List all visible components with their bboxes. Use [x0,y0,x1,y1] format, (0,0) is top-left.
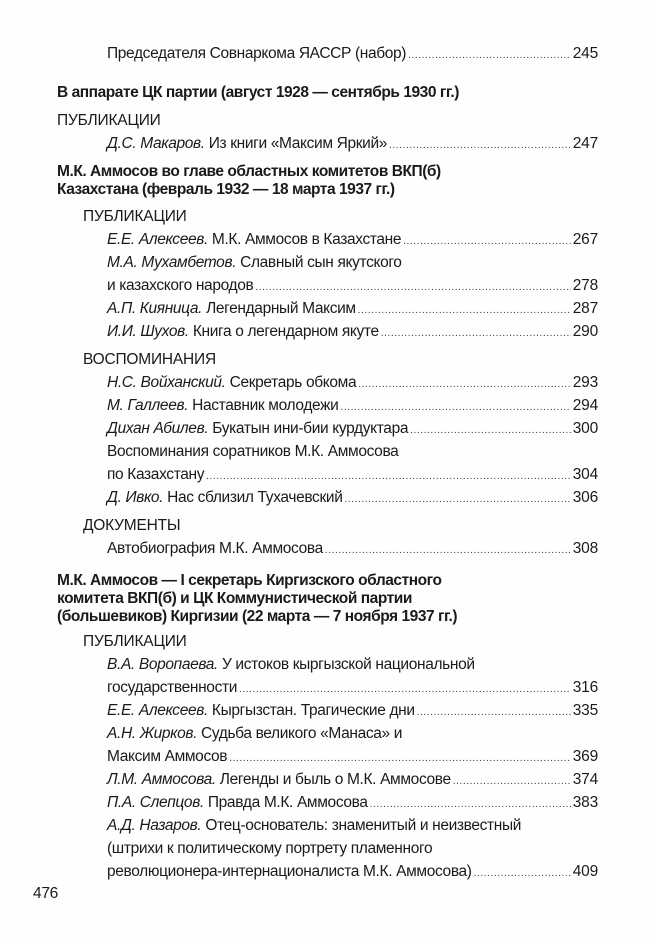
section-label: ДОКУМЕНТЫ [83,517,181,534]
entry-title: Наставник молодежи [192,397,339,414]
entry-author: А.Д. Назаров. [107,817,202,834]
entry-author: И.И. Шухов. [107,323,189,340]
heading-line: комитета ВКП(б) и ЦК Коммунистической партии [57,590,412,607]
leader-dots [340,398,570,418]
toc-entry[interactable] [107,44,598,66]
toc-entry[interactable] [107,770,598,792]
entry-author: Дихан Абилев. [107,420,209,437]
toc-entry-first-line[interactable] [107,442,398,462]
leader-dots [358,375,571,395]
entry-author: Д. Ивко. [107,489,164,506]
entry-page: 293 [572,374,598,391]
toc-entry[interactable] [107,678,598,700]
entry-title: Нас сблизил Тухачевский [167,489,343,506]
entry-title: У истоков кыргызской национальной [221,656,475,673]
toc-entry-first-line[interactable] [107,816,521,836]
entry-title: Легенды и быль о М.К. Аммосове [219,771,451,788]
entry-title: Правда М.К. Аммосова [207,794,368,811]
section-label: ВОСПОМИНАНИЯ [83,351,216,368]
toc-entry-line: (штрихи к политическому портрету пламенного [107,840,433,857]
entry-title: Воспоминания соратников М.К. Аммосова [107,443,399,460]
leader-dots [255,278,570,298]
entry-page: 290 [572,323,598,340]
entry-author: Д.С. Макаров. [107,135,205,152]
entry-author: П.А. Слепцов. [107,794,204,811]
entry-page: 304 [572,466,598,483]
toc-entry[interactable] [107,747,598,769]
leader-dots [345,490,571,510]
toc-entry[interactable] [107,134,598,156]
leader-dots [229,749,571,769]
entry-title: Автобиография М.К. Аммосова [107,540,323,557]
leader-dots [325,541,571,561]
entry-page: 374 [572,771,598,788]
entry-author: А.П. Кияница. [107,300,203,317]
entry-title: Отец-основатель: знаменитый и неизвестный [205,817,522,834]
entry-page: 300 [572,420,598,437]
leader-dots [408,46,571,66]
entry-title: Председателя Совнаркома ЯАССР (набор) [107,45,407,62]
entry-page: 369 [572,748,598,765]
entry-title: М.К. Аммосов в Казахстане [211,231,402,248]
leader-dots [381,324,571,344]
entry-title-cont: революционера-интернационалиста М.К. Аммосова) [107,863,472,880]
entry-author: Н.С. Войханский. [107,374,226,391]
entry-title: Из книги «Максим Яркий» [208,135,388,152]
entry-title: Секретарь обкома [229,374,357,391]
toc-entry[interactable] [107,419,598,441]
page-number: 476 [33,885,58,902]
leader-dots [370,795,571,815]
entry-page: 308 [572,540,598,557]
entry-author: М.А. Мухамбетов. [107,254,237,271]
toc-entry[interactable] [107,396,598,418]
heading-line: М.К. Аммосов — I секретарь Киргизского областного [57,572,442,589]
toc-entry[interactable] [107,230,598,252]
entry-author: В.А. Воропаева. [107,656,218,673]
part-heading [57,572,577,626]
entry-page: 306 [572,489,598,506]
toc-entry[interactable] [107,465,598,487]
entry-title: Судьба великого «Манаса» и [201,725,403,742]
toc-entry-first-line[interactable] [107,253,402,273]
entry-title-cont: государственности [107,679,238,696]
entry-title-cont: по Казахстану [107,466,205,483]
entry-page: 409 [572,863,598,880]
section-label: ПУБЛИКАЦИИ [83,208,187,225]
toc-entry-first-line[interactable] [107,724,402,744]
entry-title: Книга о легендарном якуте [192,323,379,340]
entry-author: Л.М. Аммосова. [107,771,216,788]
leader-dots [453,772,571,792]
leader-dots [403,232,571,252]
entry-author: Е.Е. Алексеев. [107,231,208,248]
heading-line: (большевиков) Киргизии (22 марта — 7 ноября 1937 гг.) [57,608,458,625]
section-label: ПУБЛИКАЦИИ [57,112,161,129]
leader-dots [206,467,571,487]
toc-entry[interactable] [107,701,598,723]
heading-line: М.К. Аммосов во главе областных комитетов ВКП(б) [57,163,441,180]
heading-line: Казахстана (февраль 1932 — 18 марта 1937 гг.) [57,181,395,198]
part-heading: В аппарате ЦК партии (август 1928 — сентябрь 1930 гг.) [57,84,459,101]
leader-dots [417,703,571,723]
entry-page: 335 [572,702,598,719]
entry-page: 287 [572,300,598,317]
leader-dots [389,136,571,156]
entry-title-cont: Максим Аммосов [107,748,228,765]
toc-entry-first-line[interactable] [107,655,475,675]
entry-page: 294 [572,397,598,414]
entry-author: А.Н. Жирков. [107,725,198,742]
toc-entry[interactable] [107,373,598,395]
leader-dots [474,864,571,884]
toc-entry[interactable] [107,488,598,510]
entry-page: 247 [572,135,598,152]
leader-dots [358,301,571,321]
entry-author: Е.Е. Алексеев. [107,702,208,719]
toc-entry[interactable] [107,539,598,561]
entry-page: 316 [572,679,598,696]
entry-title: Букатын ини-бии курдуктара [212,420,409,437]
toc-entry[interactable] [107,299,598,321]
part-heading [57,163,577,199]
toc-entry[interactable] [107,322,598,344]
section-label: ПУБЛИКАЦИИ [83,633,187,650]
entry-title-cont: и казахского народов [107,277,254,294]
entry-title: Кыргызстан. Трагические дни [211,702,415,719]
toc-entry[interactable] [107,276,598,298]
leader-dots [239,680,571,700]
entry-page: 278 [572,277,598,294]
entry-page: 267 [572,231,598,248]
entry-page: 383 [572,794,598,811]
entry-title: Славный сын якутского [240,254,402,271]
entry-author: М. Галлеев. [107,397,189,414]
toc-entry[interactable] [107,793,598,815]
entry-title: Легендарный Максим [206,300,356,317]
toc-entry[interactable] [107,862,598,884]
leader-dots [410,421,571,441]
entry-page: 245 [572,45,598,62]
